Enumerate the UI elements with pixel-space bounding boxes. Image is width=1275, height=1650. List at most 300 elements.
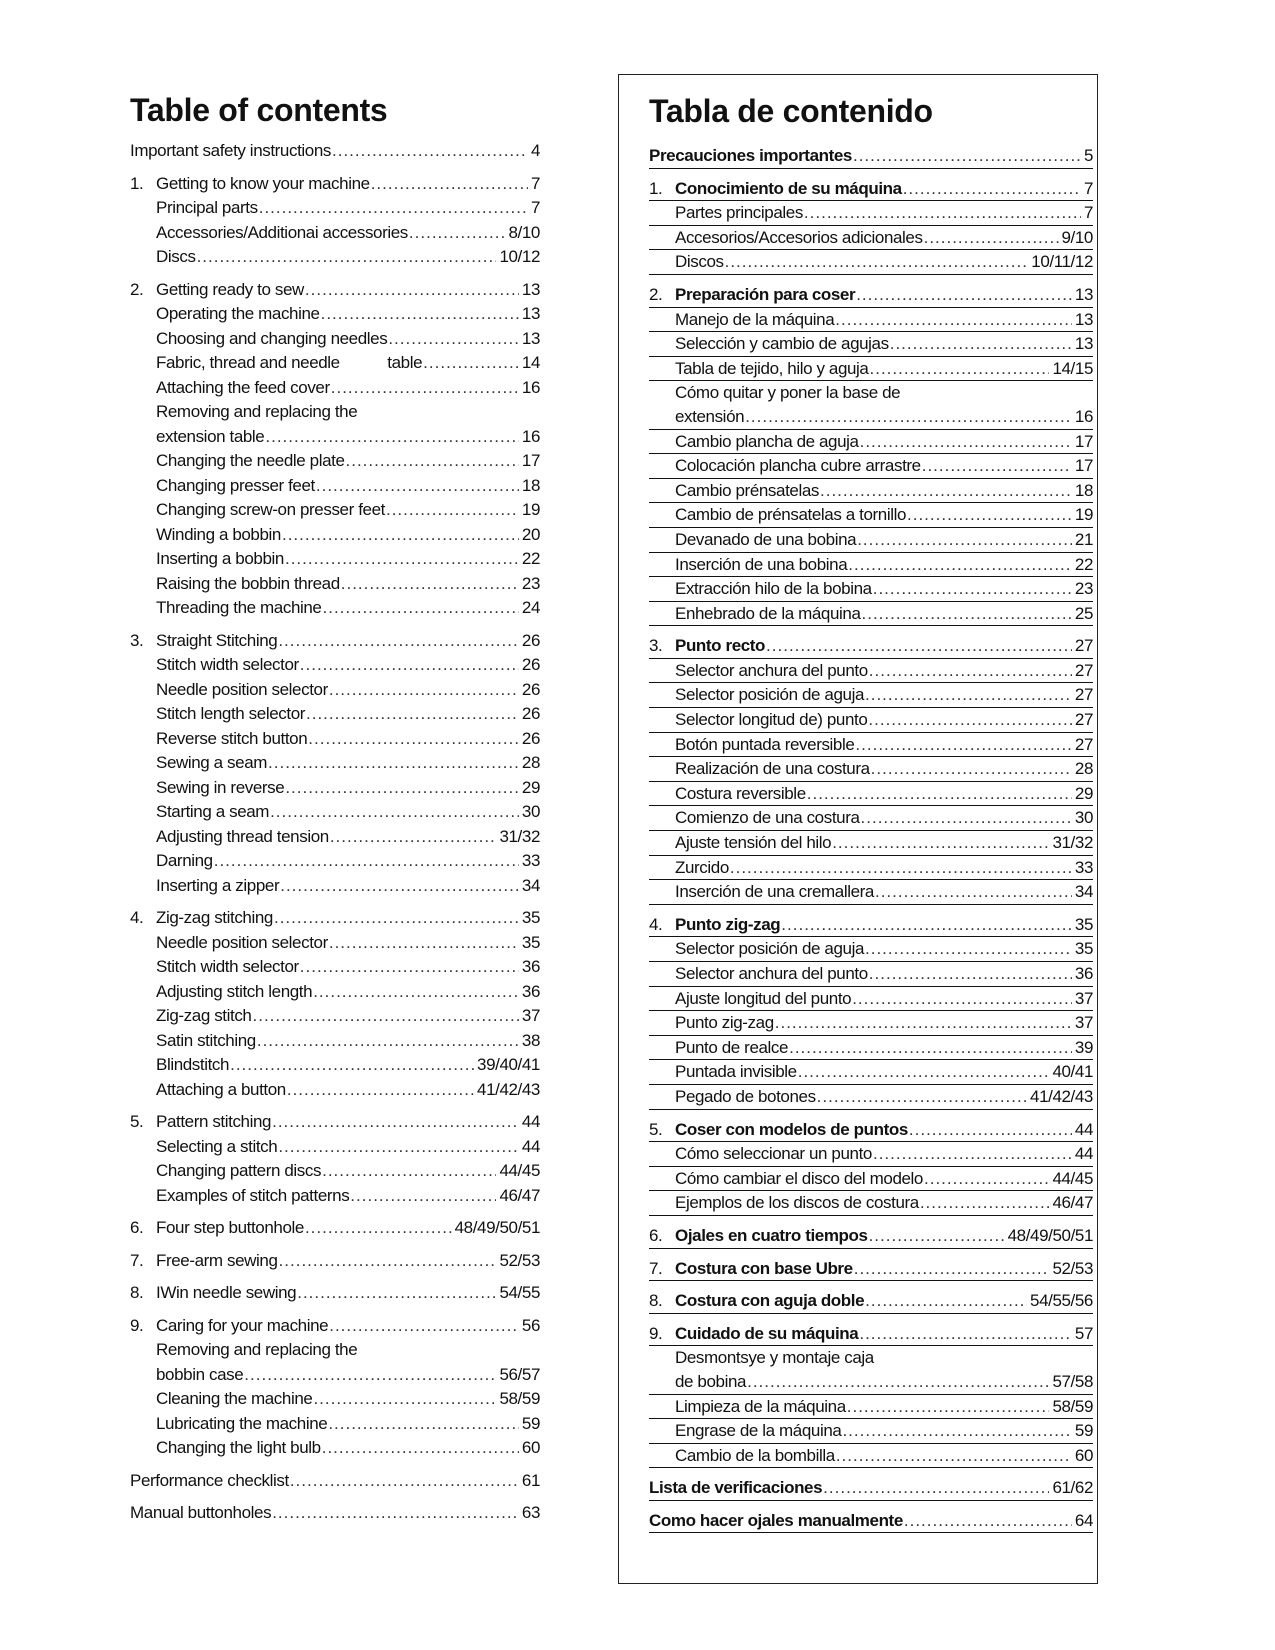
entry-title: Caring for your machine — [156, 1315, 329, 1335]
toc-entry[interactable] — [130, 400, 540, 425]
entry-title: Devanado de una bobina — [675, 529, 857, 549]
toc-entry[interactable] — [649, 553, 1093, 578]
entry-title: Pegado de botones — [675, 1086, 816, 1106]
entry-title: Engrase de la máquina — [675, 1421, 842, 1441]
dot-leader — [903, 177, 1081, 201]
page-number: 57/58 — [1052, 1371, 1093, 1391]
page-number: 13 — [1074, 284, 1093, 304]
page-number: 64 — [1074, 1510, 1093, 1530]
toc-entry[interactable] — [130, 1501, 540, 1526]
dot-leader — [305, 278, 519, 303]
entry-title: Cleaning the machine — [156, 1389, 313, 1408]
dot-leader — [274, 906, 519, 931]
chapter-number: 2. — [130, 279, 144, 299]
toc-entry[interactable] — [130, 1159, 540, 1184]
entry-title: Ajuste tensión del hilo — [675, 833, 832, 853]
section-gap — [649, 626, 1093, 634]
dot-leader — [730, 856, 1072, 880]
toc-entry[interactable] — [649, 1419, 1093, 1444]
dot-leader — [789, 1036, 1072, 1060]
toc-entry[interactable] — [649, 1191, 1093, 1216]
toc-entry[interactable] — [649, 1509, 1093, 1534]
dot-leader — [285, 776, 519, 801]
page-number: 38 — [521, 1030, 540, 1050]
dot-leader — [300, 955, 519, 980]
entry-title: Attaching the feed cover — [156, 377, 330, 397]
chapter-number: 4. — [130, 908, 144, 927]
entry-title: Selecting a stitch — [156, 1136, 278, 1156]
toc-entry[interactable] — [649, 1011, 1093, 1036]
dot-leader — [308, 727, 519, 752]
page-number: 17 — [521, 451, 540, 470]
toc-entry[interactable] — [130, 474, 540, 499]
toc-entry[interactable] — [649, 1167, 1093, 1192]
section-gap — [130, 1241, 540, 1249]
page-number: 18 — [521, 475, 540, 495]
dot-leader — [847, 1395, 1050, 1419]
entry-title: Realización de una costura — [675, 759, 870, 779]
entry-title: Ojales en cuatro tiempos — [675, 1225, 868, 1245]
entry-title: Performance checklist — [130, 1470, 289, 1490]
toc-entry[interactable] — [130, 849, 540, 874]
dot-leader — [869, 659, 1072, 683]
toc-entry[interactable] — [649, 602, 1093, 627]
chapter-number: 2. — [649, 284, 663, 304]
dot-leader — [330, 825, 497, 850]
toc-entry[interactable] — [130, 825, 540, 850]
toc-entry[interactable] — [649, 708, 1093, 733]
entry-title: Blindstitch — [156, 1055, 230, 1074]
toc-entry[interactable] — [649, 757, 1093, 782]
toc-entry[interactable] — [130, 653, 540, 678]
entry-title: Examples of stitch patterns — [156, 1185, 350, 1205]
toc-entry[interactable] — [649, 634, 1093, 659]
toc-entry[interactable] — [130, 1281, 540, 1306]
entry-title: Costura con aguja doble — [675, 1291, 865, 1311]
toc-entry[interactable] — [130, 1184, 540, 1209]
dot-leader — [869, 1224, 1005, 1248]
entry-title: Changing the needle plate — [156, 451, 345, 470]
toc-entry[interactable] — [649, 962, 1093, 987]
entry-title: Cambio de la bombilla — [675, 1445, 835, 1465]
toc-entry[interactable] — [130, 572, 540, 597]
toc-entry[interactable] — [649, 1444, 1093, 1469]
toc-entry[interactable] — [130, 376, 540, 401]
entry-title: Selector anchura del punto — [675, 964, 868, 983]
toc-entry[interactable] — [130, 1387, 540, 1412]
toc-entry[interactable] — [130, 702, 540, 727]
toc-entry[interactable] — [649, 880, 1093, 905]
page-number: 40/41 — [1052, 1062, 1093, 1082]
toc-entry[interactable] — [130, 221, 540, 246]
section-gap — [649, 169, 1093, 177]
toc-entry[interactable] — [130, 1053, 540, 1078]
entry-title: Pattern stitching — [156, 1112, 272, 1131]
toc-entry[interactable] — [130, 1469, 540, 1494]
dot-leader — [290, 1469, 519, 1494]
toc-entry[interactable] — [649, 1289, 1093, 1314]
toc-entry[interactable] — [130, 1363, 540, 1388]
toc-entry[interactable] — [130, 196, 540, 221]
entry-title: Selector posición de aguja — [675, 939, 865, 959]
dot-leader — [323, 596, 519, 621]
toc-entry[interactable] — [130, 327, 540, 352]
entry-title: Desmontsye y montaje caja — [675, 1348, 874, 1368]
entry-title: Operating the machine — [156, 304, 320, 323]
page-number: 5 — [1083, 146, 1093, 165]
toc-entry[interactable] — [130, 1004, 540, 1029]
toc-entry[interactable] — [130, 1249, 540, 1274]
page-number: 26 — [521, 704, 540, 723]
toc-entry[interactable] — [130, 172, 540, 197]
toc-entry[interactable] — [130, 547, 540, 572]
page-number: 44/45 — [499, 1161, 540, 1180]
toc-entry[interactable] — [130, 278, 540, 303]
toc-entry[interactable] — [130, 1110, 540, 1135]
toc-entry[interactable] — [649, 1224, 1093, 1249]
entry-title: Four step buttonhole — [156, 1218, 304, 1237]
toc-entry[interactable] — [649, 1257, 1093, 1282]
toc-entry[interactable] — [130, 800, 540, 825]
toc-entry[interactable] — [130, 245, 540, 270]
page-number: 59 — [1074, 1421, 1093, 1441]
entry-title: Changing screw-on presser feet — [156, 500, 385, 519]
section-gap — [130, 1493, 540, 1501]
toc-entry[interactable] — [130, 629, 540, 654]
chapter-number: 1. — [649, 178, 663, 198]
page-number: 61/62 — [1052, 1478, 1093, 1498]
page-number: 7 — [530, 173, 540, 193]
dot-leader — [823, 1476, 1049, 1500]
toc-entry[interactable] — [649, 405, 1093, 430]
page-number: 58/59 — [1052, 1396, 1093, 1416]
entry-title: Cambio de prénsatelas a tornillo — [675, 505, 907, 525]
entry-title: Removing and replacing the — [156, 402, 358, 421]
dot-leader — [316, 474, 519, 499]
dot-leader — [924, 1167, 1049, 1191]
toc-entry[interactable] — [649, 937, 1093, 962]
toc-entry[interactable] — [649, 357, 1093, 382]
dot-leader — [259, 196, 528, 221]
section-gap — [130, 1208, 540, 1216]
toc-entry[interactable] — [130, 596, 540, 621]
toc-entry[interactable] — [130, 139, 540, 164]
toc-entry[interactable] — [649, 1395, 1093, 1420]
page-number: 44 — [521, 1112, 540, 1131]
page-number: 56/57 — [499, 1364, 540, 1384]
toc-entry[interactable] — [130, 351, 540, 376]
dot-leader — [835, 308, 1072, 332]
dot-leader — [341, 572, 519, 597]
entry-title: Preparación para coser — [675, 284, 856, 304]
page-number: 28 — [1074, 759, 1093, 779]
page-number: 25 — [1074, 603, 1093, 623]
entry-title: Choosing and changing needles — [156, 328, 388, 348]
toc-entry[interactable] — [649, 831, 1093, 856]
entry-title: Satin stitching — [156, 1030, 256, 1050]
entry-title: extensión — [675, 406, 745, 426]
toc-entry[interactable] — [130, 776, 540, 801]
page-number: 35 — [1074, 914, 1093, 934]
section-gap — [649, 1501, 1093, 1509]
entry-title: Accesorios/Accesorios adicionales — [675, 227, 923, 247]
toc-entry[interactable] — [130, 1412, 540, 1437]
toc-entry[interactable] — [649, 1036, 1093, 1061]
dot-leader — [857, 528, 1072, 552]
toc-entry[interactable] — [130, 906, 540, 931]
page-number: 44 — [521, 1136, 540, 1156]
page-number: 30 — [1074, 808, 1093, 828]
toc-entry[interactable] — [649, 913, 1093, 938]
dot-leader — [280, 874, 519, 899]
page-number: 21 — [1074, 529, 1093, 549]
dot-leader — [855, 733, 1071, 757]
dot-leader — [409, 221, 506, 246]
toc-entry[interactable] — [649, 454, 1093, 479]
dot-leader — [423, 351, 519, 376]
toc-entry[interactable] — [130, 980, 540, 1005]
entry-title: Zurcido — [675, 857, 729, 877]
entry-title: Sewing a seam — [156, 753, 268, 772]
toc-entry[interactable] — [649, 381, 1093, 405]
dot-leader — [253, 1004, 519, 1029]
toc-entry[interactable] — [649, 856, 1093, 881]
toc-entry[interactable] — [130, 1216, 540, 1241]
section-gap — [649, 1468, 1093, 1476]
page-number: 30 — [521, 802, 540, 821]
toc-entry[interactable] — [649, 250, 1093, 275]
page-number: 4 — [530, 141, 540, 160]
toc-entry[interactable] — [130, 1135, 540, 1160]
dot-leader — [270, 800, 519, 825]
toc-entry[interactable] — [649, 177, 1093, 202]
entry-title: Selector posición de aguja — [675, 685, 865, 705]
dot-leader — [257, 1029, 519, 1054]
chapter-number: 3. — [649, 636, 663, 656]
dot-leader — [807, 782, 1072, 806]
dot-leader — [745, 405, 1072, 429]
page-number: 59 — [521, 1413, 540, 1433]
chapter-number: 8. — [649, 1291, 663, 1311]
dot-leader — [920, 1191, 1050, 1215]
toc-entry[interactable] — [649, 1322, 1093, 1347]
section-gap — [130, 1461, 540, 1469]
section-gap — [130, 621, 540, 629]
dot-leader — [329, 678, 519, 703]
page-number: 48/49/50/51 — [454, 1218, 540, 1237]
toc-entry[interactable] — [649, 332, 1093, 357]
toc-entry[interactable] — [649, 503, 1093, 528]
chapter-number: 5. — [130, 1112, 144, 1131]
chapter-number: 4. — [649, 914, 663, 934]
toc-entry[interactable] — [130, 751, 540, 776]
toc-entry[interactable] — [649, 1370, 1093, 1395]
section-gap — [649, 275, 1093, 283]
toc-entry[interactable] — [649, 479, 1093, 504]
dot-leader — [214, 849, 519, 874]
dot-leader — [268, 751, 519, 776]
dot-leader — [904, 1509, 1072, 1533]
page-number: 7 — [530, 198, 540, 217]
dot-leader — [922, 454, 1072, 478]
dot-leader — [297, 1281, 496, 1306]
entry-title: Cómo cambiar el disco del modelo — [675, 1168, 923, 1188]
toc-entry[interactable] — [130, 425, 540, 450]
toc-list-english — [130, 139, 540, 1526]
entry-title: Threading the machine — [156, 598, 322, 617]
dot-leader — [865, 683, 1072, 707]
dot-leader — [278, 1135, 519, 1160]
toc-entry[interactable] — [649, 1346, 1093, 1370]
toc-entry[interactable] — [649, 577, 1093, 602]
toc-entry[interactable] — [649, 201, 1093, 226]
page-number: 19 — [521, 500, 540, 519]
entry-title: Inserción de una bobina — [675, 554, 848, 574]
page-number: 48/49/50/51 — [1007, 1225, 1093, 1245]
entry-title: Enhebrado de la máquina — [675, 603, 861, 623]
toc-heading-spanish: Tabla de contenido — [649, 93, 933, 129]
page-number: 37 — [521, 1006, 540, 1025]
page-number: 33 — [1074, 857, 1093, 877]
dot-leader — [265, 425, 519, 450]
entry-title: Reverse stitch button — [156, 728, 308, 748]
dot-leader — [775, 1011, 1072, 1035]
chapter-number: 8. — [130, 1283, 144, 1302]
dot-leader — [197, 245, 497, 270]
page-number: 17 — [1074, 456, 1093, 476]
page-number: 16 — [521, 377, 540, 397]
toc-entry[interactable] — [649, 1142, 1093, 1167]
dot-leader — [313, 980, 519, 1005]
page-number: 63 — [521, 1503, 540, 1522]
toc-entry[interactable] — [649, 430, 1093, 455]
entry-title: Costura con base Ubre — [675, 1258, 853, 1278]
toc-entry[interactable] — [130, 302, 540, 327]
page-number: 39/40/41 — [477, 1055, 540, 1074]
toc-entry[interactable] — [649, 683, 1093, 708]
toc-entry[interactable] — [649, 1085, 1093, 1110]
toc-entry[interactable] — [649, 733, 1093, 758]
toc-entry[interactable] — [130, 955, 540, 980]
dot-leader — [836, 1444, 1072, 1468]
page-number: 19 — [1074, 505, 1093, 525]
entry-title: Discs — [156, 247, 196, 266]
toc-entry[interactable] — [649, 782, 1093, 807]
toc-entry[interactable] — [649, 226, 1093, 251]
dot-leader — [766, 634, 1072, 658]
entry-title: Tabla de tejido, hilo y aguja — [675, 358, 869, 378]
entry-title: Punto recto — [675, 636, 766, 656]
chapter-number: 9. — [130, 1315, 144, 1335]
entry-title: Coser con modelos de puntos — [675, 1119, 908, 1139]
toc-entry[interactable] — [130, 1029, 540, 1054]
section-gap — [649, 1281, 1093, 1289]
chapter-number: 6. — [649, 1225, 663, 1245]
toc-entry[interactable] — [130, 523, 540, 548]
toc-entry[interactable] — [130, 498, 540, 523]
entry-title: Important safety instructions — [130, 141, 331, 160]
page-number: 13 — [1074, 334, 1093, 354]
entry-title: Adjusting stitch length — [156, 981, 313, 1001]
entry-title: Sewing in reverse — [156, 777, 285, 797]
toc-entry[interactable] — [130, 1314, 540, 1339]
toc-entry[interactable] — [649, 1060, 1093, 1085]
chapter-number: 7. — [130, 1250, 144, 1270]
page-number: 35 — [521, 908, 540, 927]
toc-entry[interactable] — [130, 1078, 540, 1103]
section-gap — [130, 898, 540, 906]
page-number: 46/47 — [1052, 1193, 1093, 1213]
toc-entry[interactable] — [649, 1476, 1093, 1501]
toc-entry[interactable] — [130, 1338, 540, 1363]
entry-title: Punto zig-zag — [675, 914, 781, 934]
toc-entry[interactable] — [130, 931, 540, 956]
toc-entry[interactable] — [649, 1118, 1093, 1143]
page-number: 29 — [1074, 783, 1093, 803]
page-number: 44 — [1074, 1119, 1093, 1139]
dot-leader — [875, 880, 1072, 904]
entry-title: Como hacer ojales manualmente — [649, 1510, 903, 1530]
toc-entry[interactable] — [649, 144, 1093, 169]
entry-title: Stitch width selector — [156, 655, 299, 674]
toc-entry[interactable] — [130, 1436, 540, 1461]
entry-title: Straight Stitching — [156, 630, 278, 650]
toc-entry[interactable] — [649, 528, 1093, 553]
dot-leader — [873, 1142, 1072, 1166]
page-number: 16 — [521, 426, 540, 446]
dot-leader — [272, 1501, 519, 1526]
toc-entry[interactable] — [130, 449, 540, 474]
dot-leader — [820, 479, 1072, 503]
entry-title: Selector longitud de) punto — [675, 710, 868, 730]
dot-leader — [832, 831, 1049, 855]
toc-entry[interactable] — [649, 283, 1093, 308]
entry-title: Selección y cambio de agujas — [675, 334, 889, 354]
page-number: 33 — [521, 851, 540, 870]
toc-entry[interactable] — [649, 308, 1093, 333]
page-number: 13 — [1074, 309, 1093, 329]
page-number: 22 — [1074, 554, 1093, 574]
english-toc — [130, 92, 540, 1526]
chapter-number: 1. — [130, 173, 144, 193]
dot-leader — [306, 702, 519, 727]
page-number: 61 — [521, 1470, 540, 1490]
page-number: 10/11/12 — [1031, 252, 1093, 272]
page-number: 27 — [1074, 734, 1093, 754]
page-number: 44/45 — [1052, 1168, 1093, 1188]
toc-entry[interactable] — [130, 874, 540, 899]
entry-title: Selector anchura del punto — [675, 660, 868, 680]
page-number: 10/12 — [499, 247, 540, 266]
toc-entry[interactable] — [649, 806, 1093, 831]
page-number: 31/32 — [1052, 833, 1093, 853]
entry-title: Changing pattern discs — [156, 1161, 322, 1180]
entry-title: Accessories/Additionai accessories — [156, 222, 408, 242]
toc-entry[interactable] — [130, 727, 540, 752]
dot-leader — [346, 449, 519, 474]
entry-title: Limpieza de la máquina — [675, 1396, 846, 1416]
toc-entry[interactable] — [649, 987, 1093, 1012]
entry-title: Darning — [156, 851, 213, 870]
entry-title: Raising the bobbin thread — [156, 573, 340, 593]
page-number: 7 — [1083, 178, 1093, 198]
entry-title: Stitch width selector — [156, 957, 299, 976]
dot-leader — [305, 1216, 452, 1241]
toc-entry[interactable] — [130, 678, 540, 703]
toc-entry[interactable] — [649, 659, 1093, 684]
dot-leader — [817, 1085, 1027, 1109]
page-number: 31/32 — [499, 826, 540, 846]
